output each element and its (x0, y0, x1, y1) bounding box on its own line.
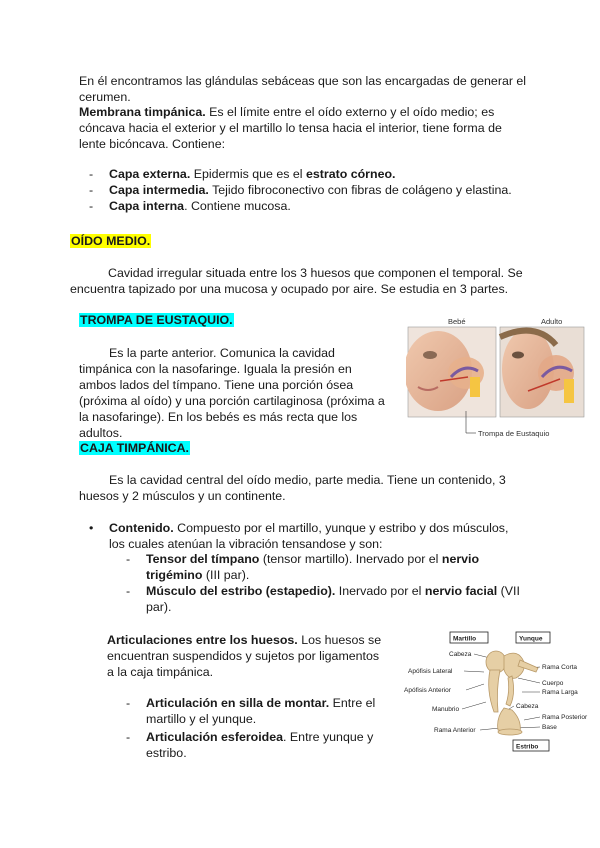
list-item: - Capa intermedia. Tejido fibroconectivo con fibras de colágeno y elastina. (89, 182, 529, 198)
manubrio-label: Manubrio (432, 706, 460, 713)
list-item: • Contenido. Compuesto por el martillo, yunque y estribo y dos músculos, los cuales atenúan la vibración tensandose y son: (89, 520, 521, 552)
estribo-label: Estribo (516, 743, 539, 751)
membrana-paragraph (79, 104, 529, 152)
stapes (498, 708, 521, 732)
eustachian-tube-figure (406, 315, 586, 440)
list-item: - Capa interna. Contiene mucosa. (89, 198, 529, 214)
rama-larga-label: Rama Larga (542, 689, 578, 696)
caja-heading: CAJA TIMPÁNICA. (80, 441, 189, 455)
bebe-label: Bebé (448, 317, 466, 326)
adult-panel (500, 327, 584, 417)
base-label: Base (542, 724, 557, 731)
trompa-heading: TROMPA DE EUSTAQUIO. (80, 313, 233, 327)
rama-corta-label: Rama Corta (542, 664, 578, 671)
cabeza2-label: Cabeza (516, 703, 539, 710)
membrana-title: Membrana timpánica. (79, 105, 206, 119)
caja-paragraph: Es la cavidad central del oído medio, parte media. Tiene un contenido, 3 huesos y 2 músculos y un continente. (79, 473, 506, 503)
list-item: - Capa externa. Epidermis que es el estrato córneo. (89, 166, 529, 182)
malleus-handle (489, 670, 500, 712)
ossicles-figure (400, 628, 600, 758)
list-item: - Articulación esferoidea. Entre yunque y estribo. (126, 729, 378, 761)
rama-posterior-label: Rama Posterior (542, 714, 588, 721)
oido-medio-paragraph: Cavidad irregular situada entre los 3 huesos que componen el temporal. Se encuentra tapizado por una mucosa y ocupado por aire. Se estudia en 3 partes. (70, 266, 523, 296)
oido-medio-heading: OÍDO MEDIO. (71, 234, 151, 248)
list-item: - Músculo del estribo (estapedio). Inervado por el nervio facial (VII par). (126, 583, 521, 615)
membrana-text: Es el límite entre el oído externo y el oído medio; es cóncava hacia el exterior y el martillo lo tensa hacia el interior, tiene forma de lente bicóncava. Contiene: (79, 105, 502, 151)
apofisis-lateral-label: Apófisis Lateral (408, 668, 453, 675)
cerumen-paragraph: En él encontramos las glándulas sebáceas que son las encargadas de generar el cerumen. (79, 74, 527, 104)
articulaciones-paragraph: Articulaciones entre los huesos. Los huesos se encuentran suspendidos y sujetos por ligamentos a la caja timpánica. (107, 633, 382, 679)
articulaciones-list (126, 695, 378, 761)
list-item: - Articulación en silla de montar. Entre el martillo y el yunque. (126, 695, 378, 727)
incus-long-process (506, 676, 514, 706)
martillo-label: Martillo (453, 635, 477, 643)
contenido-list (89, 520, 521, 552)
baby-panel (406, 327, 496, 417)
trompa-paragraph: Es la parte anterior. Comunica la cavidad timpánica con la nasofaringe. Iguala la presión en ambos lados del tímpano. Tiene una porción ósea (próxima al oído) y una porción cartilaginosa (próxima a la nasofaringe). En los bebés es más recta que los adultos. (79, 346, 385, 440)
cabeza-label: Cabeza (449, 651, 472, 658)
trompa-caption: Trompa de Eustaquio (478, 429, 550, 438)
apofisis-anterior-label: Apófisis Anterior (404, 687, 451, 694)
rama-anterior-label: Rama Anterior (434, 727, 476, 734)
adulto-label: Adulto (541, 317, 563, 326)
yunque-label: Yunque (519, 635, 543, 643)
cuerpo-label: Cuerpo (542, 680, 564, 687)
stapes-base (498, 729, 522, 735)
list-item: - Tensor del tímpano (tensor martillo). Inervado por el nervio trigémino (III par). (126, 551, 521, 583)
musculos-list (126, 551, 521, 615)
capas-list (89, 166, 529, 214)
